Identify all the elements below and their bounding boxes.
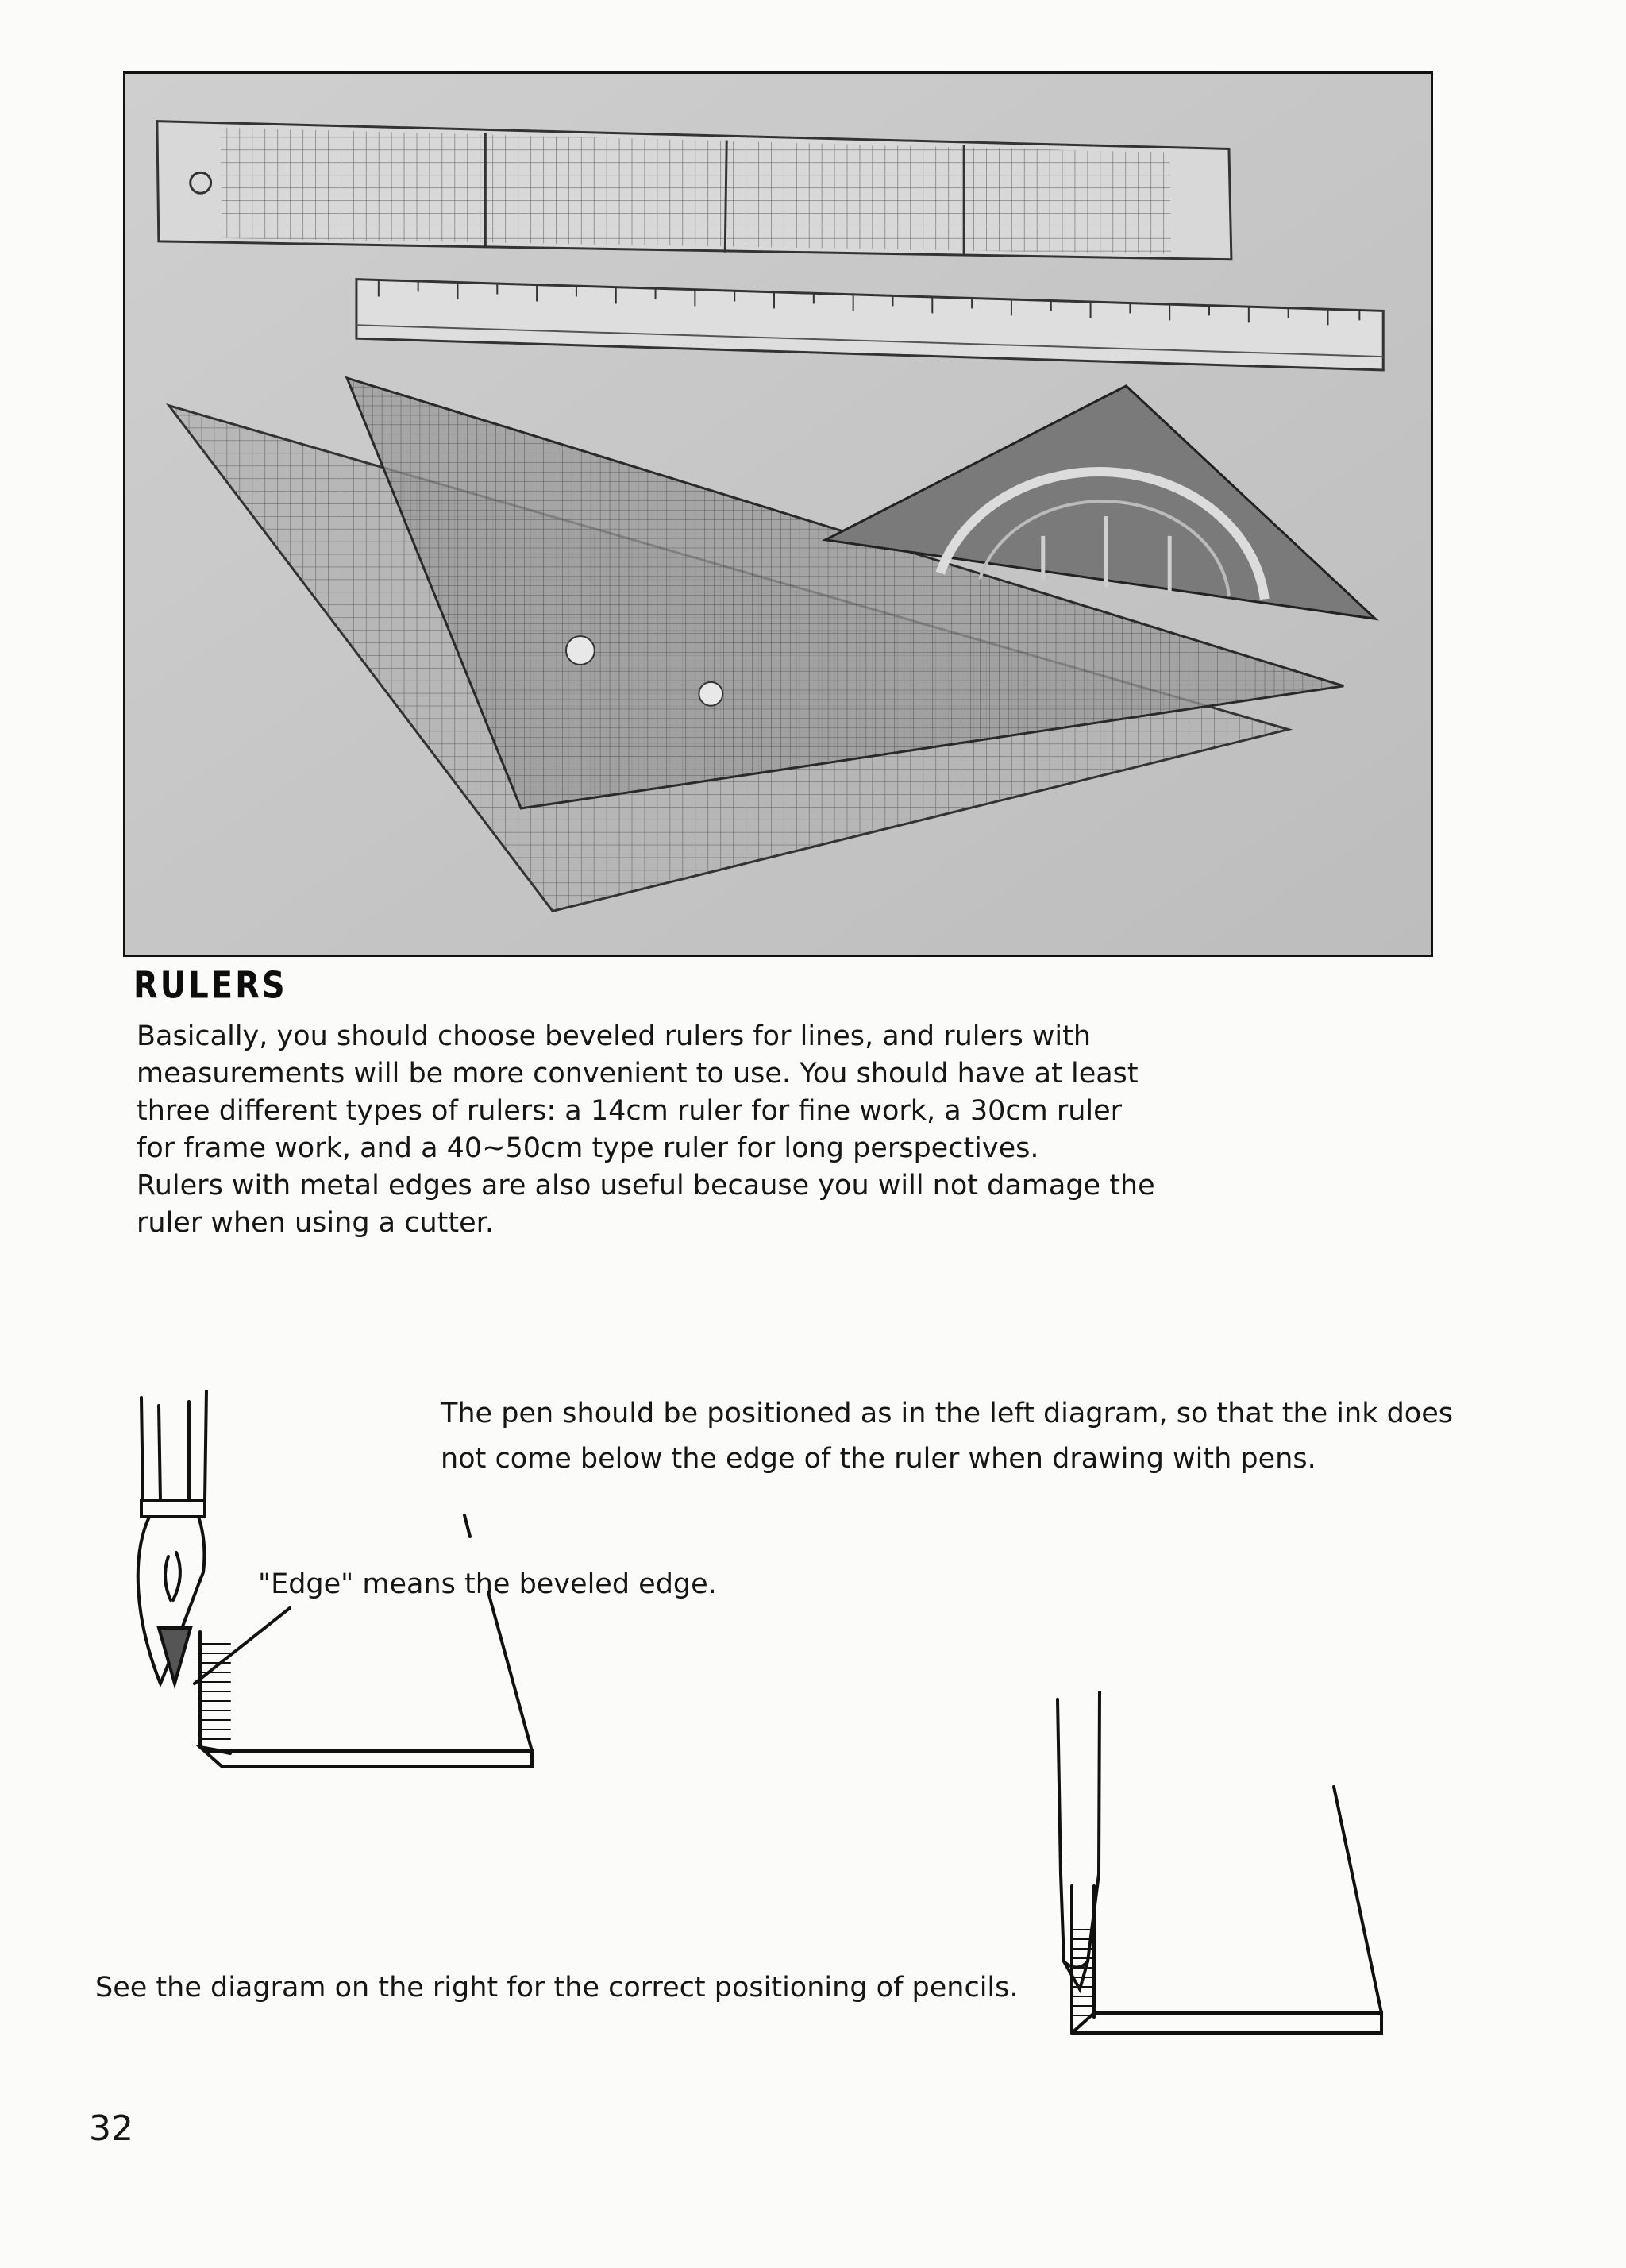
page-number: 32 (89, 2108, 133, 2149)
pen-note-line: not come below the edge of the ruler when drawing with pens. (441, 1443, 1316, 1475)
paragraph-line: measurements will be more convenient to use. You should have at least (137, 1058, 1139, 1090)
paragraph-line: three different types of rulers: a 14cm ruler for fine work, a 30cm ruler (137, 1095, 1123, 1127)
paragraph-line: for frame work, and a 40~50cm type ruler for long perspectives. (137, 1132, 1039, 1164)
rulers-photo (123, 71, 1433, 957)
pen-positioning-note (441, 1391, 1473, 1482)
paragraph-line: Rulers with metal edges are also useful because you will not damage the (137, 1170, 1155, 1202)
section-heading: RULERS (133, 965, 287, 1007)
pencil-positioning-note: See the diagram on the right for the correct positioning of pencils. (95, 1972, 1019, 2004)
rulers-paragraph (137, 1018, 1264, 1242)
paragraph-line: ruler when using a cutter. (137, 1207, 494, 1239)
pencil-diagram (1040, 1691, 1405, 2057)
edge-note: "Edge" means the beveled edge. (258, 1568, 717, 1600)
pen-note-line: The pen should be positioned as in the left diagram, so that the ink does (441, 1398, 1453, 1429)
paragraph-line: Basically, you should choose beveled rulers for lines, and rulers with (137, 1020, 1092, 1052)
